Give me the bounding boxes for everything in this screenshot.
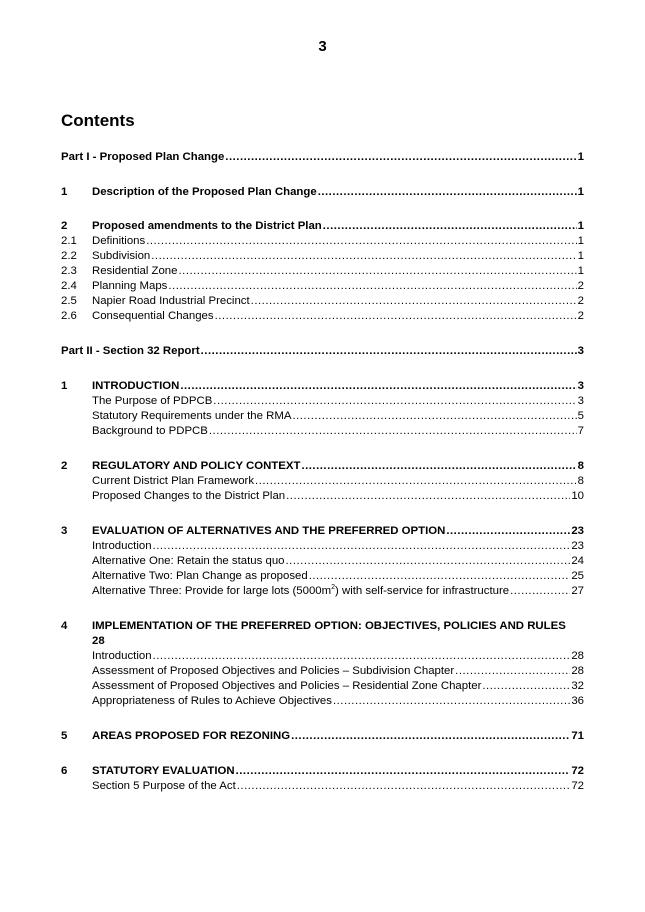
dot-leader [201, 344, 577, 359]
dot-leader [482, 679, 570, 694]
dot-leader [215, 309, 577, 324]
toc-entry-label: IMPLEMENTATION OF THE PREFERRED OPTION: OBJECTIVES, POLICIES AND RULES [92, 620, 566, 632]
toc-entry-evaluation-alternatives[interactable] [61, 524, 584, 539]
toc-subentry-label: Assessment of Proposed Objectives and Policies – Subdivision Chapter [92, 665, 455, 677]
dot-leader [309, 569, 571, 584]
toc-subentry-number: 2.3 [61, 265, 77, 277]
toc-subentry-page: 1 [577, 265, 584, 277]
page-number: 3 [318, 38, 327, 55]
toc-subentry[interactable] [61, 649, 584, 664]
toc-subentry-label: The Purpose of PDPCB [92, 395, 213, 407]
label-part: ) with self-service for infrastructure [335, 585, 510, 597]
toc-subentry-page: 28 [571, 665, 584, 677]
dot-leader [151, 249, 576, 264]
toc-subentry-label: Consequential Changes [92, 310, 214, 322]
dot-leader [153, 649, 571, 664]
dot-leader [168, 279, 576, 294]
toc-subentry-page: 36 [571, 695, 584, 707]
toc-subentry-page: 3 [577, 395, 584, 407]
toc-entry-rezoning[interactable] [61, 729, 584, 744]
toc-entry-number: 2 [61, 220, 68, 232]
toc-entry-statutory-evaluation[interactable] [61, 764, 584, 779]
toc-subentry-page: 23 [571, 540, 584, 552]
toc-entry-page: 72 [571, 765, 584, 777]
toc-subentry-label: Definitions [92, 235, 146, 247]
toc-subentry-page: 1 [577, 235, 584, 247]
toc-entry-introduction[interactable] [61, 379, 584, 394]
dot-leader [180, 379, 576, 394]
dot-leader [292, 409, 576, 424]
toc-entry-number: 5 [61, 730, 68, 742]
toc-entry-label: AREAS PROPOSED FOR REZONING [92, 730, 291, 742]
toc-entry-page: 23 [571, 525, 584, 537]
toc-entry-number: 1 [61, 380, 68, 392]
toc-subentry-label: Section 5 Purpose of the Act [92, 780, 236, 792]
toc-subentry-label: Background to PDPCB [92, 425, 208, 437]
toc-subentry-label: Napier Road Industrial Precinct [92, 295, 250, 307]
dot-leader [323, 219, 577, 234]
toc-entry-section-1[interactable] [61, 185, 584, 200]
toc-subentry-2-6[interactable] [61, 309, 584, 324]
toc-subentry-number: 2.2 [61, 250, 77, 262]
toc-subentry[interactable] [61, 679, 584, 694]
toc-subentry-number: 2.6 [61, 310, 77, 322]
toc-entry-number: 2 [61, 460, 68, 472]
superscript: 2 [331, 584, 336, 592]
toc-subentry-number: 2.4 [61, 280, 77, 292]
toc-subentry-page: 7 [577, 425, 584, 437]
toc-subentry-label: Alternative One: Retain the status quo [92, 555, 285, 567]
toc-entry-page: 71 [571, 730, 584, 742]
toc-entry-page: 3 [577, 345, 584, 357]
toc-subentry[interactable] [61, 489, 584, 504]
toc-subentry-label: Planning Maps [92, 280, 168, 292]
dot-leader [255, 474, 577, 489]
toc-entry-number: 6 [61, 765, 68, 777]
dot-leader [146, 234, 576, 249]
toc-subentry-page: 1 [577, 250, 584, 262]
dot-leader [153, 539, 571, 554]
toc-entry-number: 4 [61, 620, 68, 632]
toc-entry-page: 28 [92, 635, 105, 647]
toc-entry-label: Part I - Proposed Plan Change [61, 151, 225, 163]
dot-leader [236, 764, 571, 779]
toc-entry-label: INTRODUCTION [92, 380, 180, 392]
toc-subentry-label: Proposed Changes to the District Plan [92, 490, 286, 502]
dot-leader [286, 489, 570, 504]
toc-subentry-label: Alternative Two: Plan Change as proposed [92, 570, 308, 582]
toc-subentry-page: 10 [571, 490, 584, 502]
toc-subentry-number: 2.1 [61, 235, 77, 247]
dot-leader [318, 185, 577, 200]
toc-subentry[interactable] [61, 394, 584, 409]
toc-subentry-page: 27 [571, 585, 584, 597]
toc-entry-page: 8 [577, 460, 584, 472]
dot-leader [510, 584, 570, 599]
dot-leader [213, 394, 576, 409]
dot-leader [455, 664, 570, 679]
dot-leader [446, 524, 570, 539]
toc-subentry-label: Statutory Requirements under the RMA [92, 410, 292, 422]
toc-subentry-number: 2.5 [61, 295, 77, 307]
toc-entry-label: Proposed amendments to the District Plan [92, 220, 322, 232]
toc-subentry[interactable] [61, 694, 584, 709]
toc-subentry-page: 5 [577, 410, 584, 422]
toc-subentry-page: 2 [577, 280, 584, 292]
toc-subentry-2-3[interactable] [61, 264, 584, 279]
toc-subentry-label: Subdivision [92, 250, 151, 262]
toc-entry-implementation[interactable] [61, 619, 584, 634]
toc-subentry-page: 8 [577, 475, 584, 487]
toc-subentry-2-2[interactable] [61, 249, 584, 264]
toc-subentry-label: Residential Zone [92, 265, 178, 277]
toc-entry-page: 3 [577, 380, 584, 392]
toc-subentry[interactable] [61, 779, 584, 794]
dot-leader [178, 264, 576, 279]
toc-subentry[interactable] [61, 409, 584, 424]
toc-subentry-page: 25 [571, 570, 584, 582]
toc-entry-part-2[interactable] [61, 344, 584, 359]
dot-leader [291, 729, 570, 744]
toc-entry-page: 1 [577, 186, 584, 198]
dot-leader [225, 150, 576, 165]
toc-subentry-page: 72 [571, 780, 584, 792]
toc-entry-page: 1 [577, 220, 584, 232]
toc-subentry-2-4[interactable] [61, 279, 584, 294]
toc-entry-label: STATUTORY EVALUATION [92, 765, 235, 777]
dot-leader [209, 424, 577, 439]
toc-subentry-page: 28 [571, 650, 584, 662]
toc-subentry-page: 24 [571, 555, 584, 567]
toc-subentry-label: Assessment of Proposed Objectives and Policies – Residential Zone Chapter [92, 680, 482, 692]
toc-subentry-label: Introduction [92, 540, 152, 552]
toc-subentry[interactable] [61, 539, 584, 554]
toc-subentry-alternative-three[interactable] [61, 584, 584, 599]
toc-subentry-2-5[interactable] [61, 294, 584, 309]
toc-subentry[interactable] [61, 474, 584, 489]
label-part: Alternative Three: Provide for large lots (5000m [92, 585, 332, 597]
toc-entry-implementation-page-line[interactable] [61, 634, 584, 649]
dot-leader [333, 694, 570, 709]
toc-entry-page: 1 [577, 151, 584, 163]
toc-subentry-page: 2 [577, 295, 584, 307]
toc-entry-section-2[interactable] [61, 219, 584, 234]
toc-entry-label: EVALUATION OF ALTERNATIVES AND THE PREFERRED OPTION [92, 525, 446, 537]
dot-leader [251, 294, 577, 309]
dot-leader [237, 779, 571, 794]
toc-subentry-page: 2 [577, 310, 584, 322]
toc-subentry[interactable] [61, 554, 584, 569]
toc-title: Contents [61, 111, 135, 130]
toc-subentry-2-1[interactable] [61, 234, 584, 249]
toc-entry-label: Part II - Section 32 Report [61, 345, 200, 357]
dot-leader [301, 459, 576, 474]
toc-subentry-label [92, 584, 509, 599]
toc-entry-number: 3 [61, 525, 68, 537]
toc-entry-label: REGULATORY AND POLICY CONTEXT [92, 460, 301, 472]
dot-leader [286, 554, 571, 569]
toc-entry-part-1[interactable] [61, 150, 584, 165]
toc-subentry-label: Introduction [92, 650, 152, 662]
toc-subentry-label: Appropriateness of Rules to Achieve Objectives [92, 695, 332, 707]
toc-subentry[interactable] [61, 569, 584, 584]
toc-entry-number: 1 [61, 186, 68, 198]
toc-subentry[interactable] [61, 664, 584, 679]
toc-subentry-label: Current District Plan Framework [92, 475, 255, 487]
toc-subentry[interactable] [61, 424, 584, 439]
toc-subentry-page: 32 [571, 680, 584, 692]
toc-entry-label: Description of the Proposed Plan Change [92, 186, 317, 198]
toc-entry-regulatory-context[interactable] [61, 459, 584, 474]
